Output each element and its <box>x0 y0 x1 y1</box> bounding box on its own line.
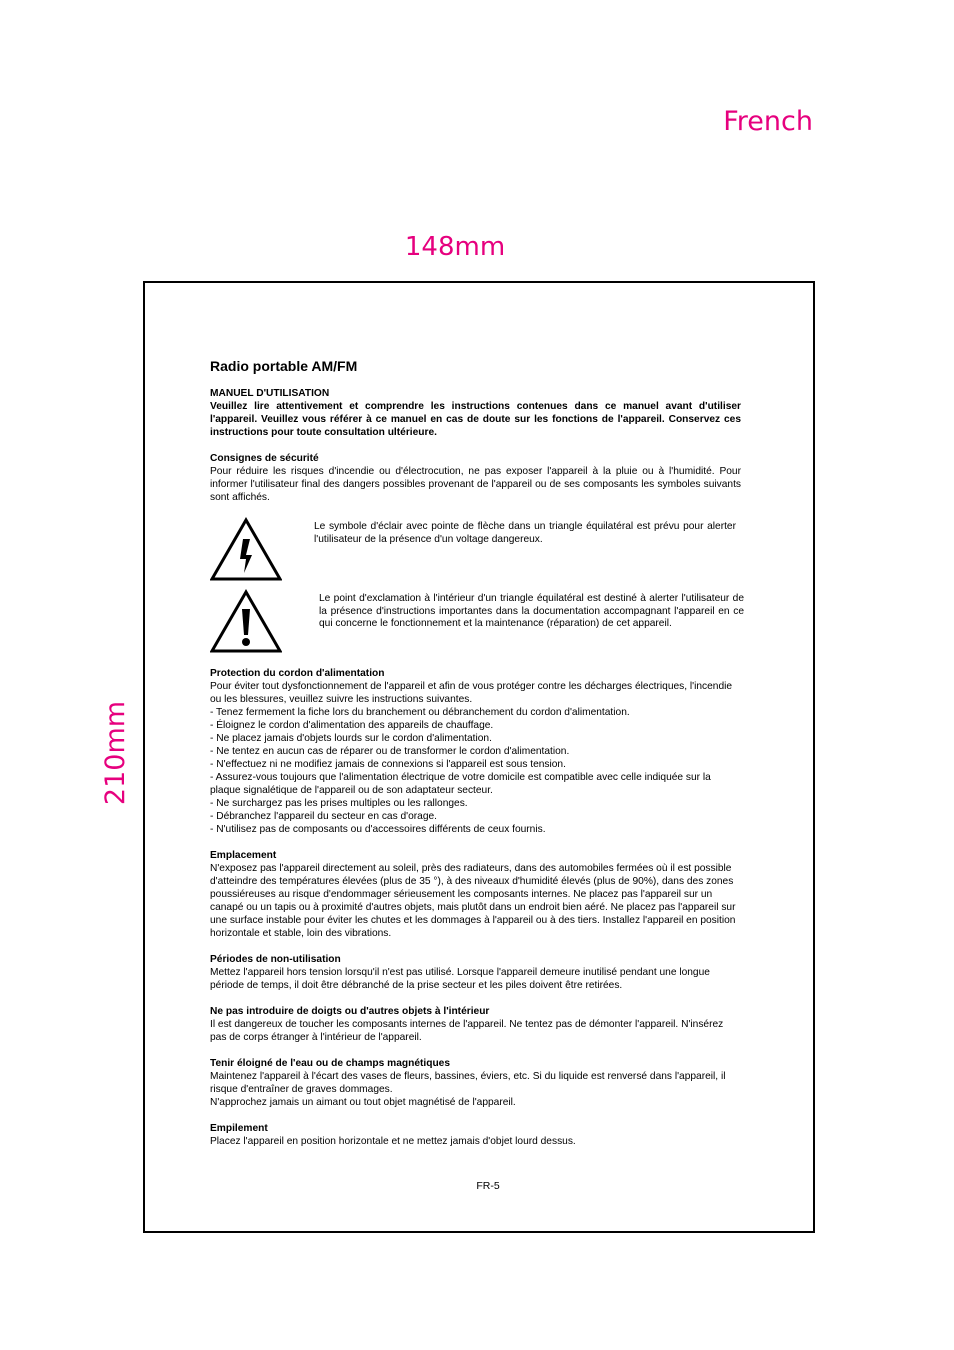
list-item: - N'effectuez ni ne modifiez jamais de connexions si l'appareil est sous tension. <box>210 759 566 770</box>
exclamation-symbol-row <box>210 589 744 653</box>
nonuse-text: Mettez l'appareil hors tension lorsqu'il n'est pas utilisé. Lorsque l'appareil demeure inutilisé pendant une longue période de temps, il doit être débranché de la prise secteur et les piles doivent être retirées. <box>210 967 710 991</box>
language-label: French <box>723 106 813 137</box>
document-title: Radio portable AM/FM <box>210 358 358 374</box>
lightning-warning-icon <box>210 517 282 581</box>
manual-heading: MANUEL D'UTILISATION <box>210 388 330 399</box>
water-text: Maintenez l'appareil à l'écart des vases de fleurs, bassines, éviers, etc. Si du liquide est renversé dans l'appareil, il risque d'entraîner de graves dommages. <box>210 1071 726 1095</box>
nonuse-heading: Périodes de non-utilisation <box>210 954 341 965</box>
exclamation-warning-icon <box>210 589 282 653</box>
lightning-symbol-row <box>210 517 741 581</box>
placement-text: N'exposez pas l'appareil directement au soleil, près des radiateurs, dans des automobiles fermées où il est possible d'atteindre des températures élevées (plus de 35 °), à des niveaux d'humidité élevés (plus de 90%), dans des zones poussiéreuses au risque d'endommager sérieusement les composants internes. Ne placez pas l'appareil sur un canapé ou un tapis ou à proximité d'autres objets, mais plutôt dans un endroit bien aéré. Ne placez pas l'appareil sur une surface instable pour éviter les chutes et les dommages à l'appareil ou à des tiers. Installez l'appareil en position horizontale et stable, loin des vibrations. <box>210 863 736 939</box>
lightning-symbol-text: Le symbole d'éclair avec pointe de flèche dans un triangle équilatéral est prévu pour alerter l'utilisateur de la présence d'un voltage dangereux. <box>314 521 736 545</box>
list-item: - Ne tentez en aucun cas de réparer ou de transformer le cordon d'alimentation. <box>210 746 570 757</box>
list-item: - N'utilisez pas de composants ou d'accessoires différents de ceux fournis. <box>210 824 546 835</box>
list-item: - Éloignez le cordon d'alimentation des appareils de chauffage. <box>210 720 494 731</box>
water-heading: Tenir éloigné de l'eau ou de champs magnétiques <box>210 1058 450 1069</box>
safety-heading: Consignes de sécurité <box>210 453 319 464</box>
exclamation-symbol-text: Le point d'exclamation à l'intérieur d'un triangle équilatéral est destiné à alerter l'utilisateur de la présence d'instructions importantes dans la documentation accompagnant l'appareil en ce qui concerne le fonctionnement et la maintenance (réparation) de cet appareil. <box>319 593 744 629</box>
safety-text: Pour réduire les risques d'incendie ou d'électrocution, ne pas exposer l'appareil à la pluie ou à l'humidité. Pour informer l'utilisateur final des dangers possibles provenant de l'appareil ou de ses composants les symboles suivants sont affichés. <box>210 466 741 503</box>
cord-intro: Pour éviter tout dysfonctionnement de l'appareil et afin de vous protéger contre les décharges électriques, l'incendie ou les blessures, veuillez suivre les instructions suivantes. <box>210 681 733 705</box>
stack-heading: Empilement <box>210 1123 268 1134</box>
magnet-text: N'approchez jamais un aimant ou tout objet magnétisé de l'appareil. <box>210 1097 516 1108</box>
manual-intro: Veuillez lire attentivement et comprendre les instructions contenues dans ce manuel avant d'utiliser l'appareil. Veuillez vous référer à ce manuel en cas de doute sur les fonctions de l'appareil. Conservez ces instructions pour toute consultation ultérieure. <box>210 401 741 438</box>
list-item: - Ne placez jamais d'objets lourds sur le cordon d'alimentation. <box>210 733 492 744</box>
fingers-heading: Ne pas introduire de doigts ou d'autres objets à l'intérieur <box>210 1006 490 1017</box>
cord-heading: Protection du cordon d'alimentation <box>210 668 385 679</box>
list-item: - Débranchez l'appareil du secteur en cas d'orage. <box>210 811 438 822</box>
placement-heading: Emplacement <box>210 850 277 861</box>
height-dimension-label: 210mm <box>100 700 131 806</box>
cord-list <box>210 706 741 836</box>
list-item: - Tenez fermement la fiche lors du branchement ou débranchement du cordon d'alimentation. <box>210 707 630 718</box>
manual-content <box>210 357 744 1148</box>
list-item: - Ne surchargez pas les prises multiples ou les rallonges. <box>210 798 468 809</box>
list-item: - Assurez-vous toujours que l'alimentation électrique de votre domicile est compatible avec celle indiquée sur la plaque signalétique de l'appareil ou de son adaptateur secteur. <box>210 772 711 796</box>
fingers-text: Il est dangereux de toucher les composants internes de l'appareil. Ne tentez pas de démonter l'appareil. N'insérez pas de corps étranger à l'intérieur de l'appareil. <box>210 1019 724 1043</box>
page-number: FR-5 <box>476 1180 500 1192</box>
width-dimension-label: 148mm <box>404 232 506 262</box>
stack-text: Placez l'appareil en position horizontale et ne mettez jamais d'objet lourd dessus. <box>210 1136 576 1147</box>
